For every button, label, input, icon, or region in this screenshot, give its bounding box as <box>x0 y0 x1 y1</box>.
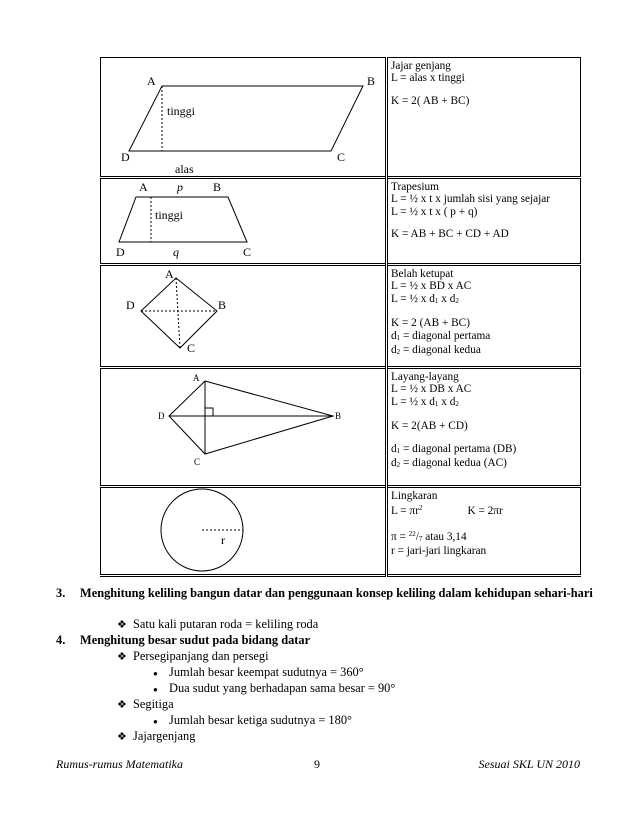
diamond-bullet-icon: ❖ <box>117 699 127 711</box>
formula-perimeter: K = 2(AB + CD) <box>391 420 468 433</box>
text-cell <box>387 265 581 368</box>
formula-area-perimeter: $L = \pi r^2$ K = 2πr <box>391 504 503 518</box>
label-tinggi: tinggi <box>167 104 196 118</box>
dot-bullet-icon: ● <box>153 717 158 726</box>
formula-area: L = ½ x DB x AC <box>391 383 472 396</box>
text-cell <box>387 368 581 487</box>
section-3-bullet: ❖ Satu kali putaran roda = keliling roda <box>117 617 319 631</box>
label-d: D <box>126 298 135 312</box>
label-d: D <box>158 411 165 421</box>
figure-cell <box>101 178 387 265</box>
formula-area-pq: L = ½ x t x ( p + q) <box>391 205 478 218</box>
table-row <box>101 178 581 265</box>
shape-title: Lingkaran <box>391 490 438 502</box>
label-b: B <box>335 411 342 421</box>
label-a: A <box>147 74 156 88</box>
figure-cell <box>101 58 387 178</box>
diagonal-2-def: d2 = diagonal kedua (AC) <box>391 457 507 470</box>
diagonal-2-def: d2 = diagonal kedua <box>391 344 481 357</box>
section-4-subbullet: ● Dua sudut yang berhadapan sama besar = 90° <box>153 681 396 695</box>
label-b: B <box>218 298 227 312</box>
section-4-subbullet: ● Jumlah besar ketiga sudutnya = 180° <box>153 713 352 727</box>
formula-area: L = alas x tinggi <box>391 72 465 85</box>
formula-perimeter: K = 2 (AB + BC) <box>391 317 470 330</box>
figure-cell <box>101 265 387 368</box>
text-cell <box>387 58 581 178</box>
label-p: p <box>177 180 183 194</box>
section-4-bullet-triangle: ❖ Segitiga <box>117 697 174 711</box>
section-4-bullet-parallelogram: ❖ Jajargenjang <box>117 729 196 743</box>
label-q: q <box>173 245 179 259</box>
formula-perimeter: K = AB + BC + CD + AD <box>391 228 509 241</box>
label-tinggi: tinggi <box>155 208 184 222</box>
label-d: D <box>116 245 125 259</box>
label-b: B <box>213 180 222 194</box>
diamond-bullet-icon: ❖ <box>117 619 127 631</box>
pi-value: π = $^{22}$/7 atau 3,14 <box>391 529 467 543</box>
figure-cell <box>101 368 387 487</box>
section-4-bullet-rectangle: ❖ Persegipanjang dan persegi <box>117 649 269 663</box>
label-a: A <box>165 267 174 281</box>
footer-left: Rumus-rumus Matematika <box>56 757 183 771</box>
section-4-subbullet: ● Jumlah besar keempat sudutnya = 360° <box>153 665 364 679</box>
formula-area-diagonals: L = ½ x d1 x d2 <box>391 395 459 408</box>
label-a: A <box>193 373 200 383</box>
label-c: C <box>243 245 252 259</box>
formula-area: L = ½ x t x jumlah sisi yang sejajar <box>391 193 551 206</box>
label-alas: alas <box>175 162 194 176</box>
text-cell <box>387 487 581 576</box>
label-d: D <box>121 150 130 164</box>
dot-bullet-icon: ● <box>153 685 158 694</box>
label-c: C <box>337 150 346 164</box>
label-a: A <box>139 180 148 194</box>
shape-title: Jajar genjang <box>391 60 451 72</box>
section-3-heading: 3. Menghitung keliling bangun datar dan penggunaan konsep keliling dalam kehidupan sehari-hari <box>56 586 593 600</box>
text-cell <box>387 178 581 265</box>
table-row <box>101 265 581 368</box>
section-4-heading: 4. Menghitung besar sudut pada bidang datar <box>56 633 311 647</box>
table-row <box>101 58 581 178</box>
circle-figure <box>101 488 385 574</box>
diamond-bullet-icon: ❖ <box>117 731 127 743</box>
label-r: r <box>221 533 225 547</box>
formula-area: L = ½ x BD x AC <box>391 280 472 293</box>
parallelogram-figure <box>101 58 385 176</box>
formula-perimeter: K = 2( AB + BC) <box>391 94 470 107</box>
diagonal-1-def: d1 = diagonal pertama <box>391 329 491 342</box>
footer-right: Sesuai SKL UN 2010 <box>478 757 580 771</box>
figure-cell <box>101 487 387 576</box>
formula-table <box>100 57 581 577</box>
label-b: B <box>367 74 376 88</box>
table-row <box>101 487 581 576</box>
dot-bullet-icon: ● <box>153 669 158 678</box>
diamond-bullet-icon: ❖ <box>117 651 127 663</box>
rhombus-figure <box>101 266 385 366</box>
label-c: C <box>187 341 196 355</box>
page-number: 9 <box>314 757 320 771</box>
shape-title: Belah ketupat <box>391 268 454 280</box>
shape-title: Trapesium <box>391 181 439 193</box>
radius-def: r = jari-jari lingkaran <box>391 545 487 558</box>
table-row <box>101 368 581 487</box>
trapezoid-figure <box>101 179 385 263</box>
kite-figure <box>101 369 385 485</box>
formula-area-diagonals: L = ½ x d1 x d2 <box>391 292 459 305</box>
shape-title: Layang-layang <box>391 371 459 383</box>
diagonal-1-def: d1 = diagonal pertama (DB) <box>391 442 517 455</box>
label-c: C <box>194 457 201 467</box>
